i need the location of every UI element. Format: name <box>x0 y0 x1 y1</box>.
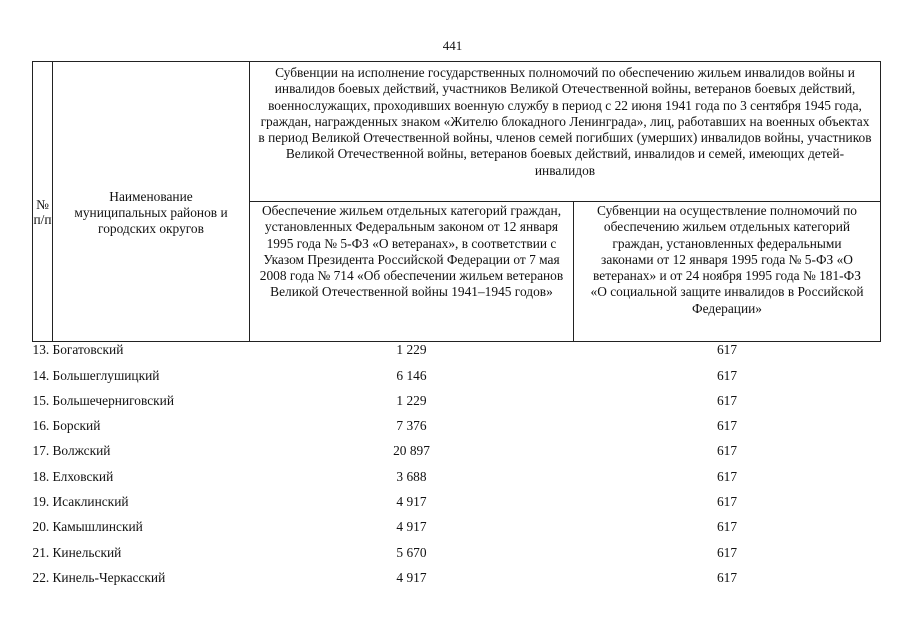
value-housing-veterans: 4 917 <box>396 569 427 585</box>
district-name: Камышлинский <box>52 519 143 535</box>
value-housing-veterans: 1 229 <box>396 342 427 357</box>
header-name <box>53 62 250 342</box>
header-col-a <box>250 202 574 342</box>
table-row <box>33 388 881 413</box>
table-row <box>33 342 881 364</box>
table-row <box>33 540 881 565</box>
value-housing-veterans: 1 229 <box>396 392 427 408</box>
header-subvention-group <box>250 62 881 202</box>
table-row <box>33 439 881 464</box>
subventions-table <box>32 61 881 591</box>
table-row <box>33 414 881 439</box>
header-col-b-label: Субвенции на осуществление полномочий по обеспечению жильем отдельных категорий граждан, установленных федеральными законами от 12 января 1995 года № 5-ФЗ «О ветеранах» и от 24 ноября 1995 года № 181-ФЗ «О социальной защите инвалидов в Российской Федерации» <box>590 203 864 316</box>
value-housing-subvention: 617 <box>716 418 738 434</box>
value-housing-subvention: 617 <box>716 468 738 484</box>
district-name: Борский <box>52 418 101 434</box>
value-housing-subvention: 617 <box>716 544 738 560</box>
value-housing-veterans: 20 897 <box>393 443 430 459</box>
value-housing-subvention: 617 <box>716 443 738 459</box>
header-subvention-group-label: Субвенции на исполнение государственных полномочий по обеспечению жильем инвалидов войны и инвалидов боевых действий, участников Великой Отечественной войны, ветеранов боевых действий, военнослужащих, проходивших военную службу в период с 22 июня 1941 года по 3 сентября 1945 года, граждан, награжденных знаком «Жителю блокадного Ленинграда», лиц, работавших на военных объектах в период Великой Отечественной войны, членов семей погибших (умерших) инвалидов войны, участников Великой Отечественной войны, ветеранов боевых действий, инвалидов и семей, имеющих детей-инвалидов <box>258 65 872 178</box>
value-housing-subvention: 617 <box>716 519 738 535</box>
value-housing-subvention: 617 <box>716 569 738 585</box>
district-name: Кинельский <box>52 544 122 560</box>
district-name: Большеглушицкий <box>52 367 160 383</box>
table-row <box>33 363 881 388</box>
table-row <box>33 464 881 489</box>
value-housing-veterans: 4 917 <box>396 493 427 509</box>
district-name: Богатовский <box>52 342 124 357</box>
header-row-top <box>33 62 881 202</box>
row-number: 20. <box>32 519 50 535</box>
row-number: 15. <box>32 392 50 408</box>
value-housing-veterans: 7 376 <box>396 418 427 434</box>
header-name-label: Наименование муниципальных районов и городских округов <box>74 188 228 236</box>
table-body <box>33 342 881 591</box>
value-housing-veterans: 3 688 <box>396 468 427 484</box>
value-housing-veterans: 4 917 <box>396 519 427 535</box>
row-number: 22. <box>32 569 50 585</box>
value-housing-subvention: 617 <box>716 367 738 383</box>
row-number: 16. <box>32 418 50 434</box>
value-housing-subvention: 617 <box>716 392 738 408</box>
value-housing-veterans: 6 146 <box>396 367 427 383</box>
value-housing-subvention: 617 <box>716 342 738 357</box>
row-number: 21. <box>32 544 50 560</box>
row-number: 18. <box>32 468 50 484</box>
value-housing-subvention: 617 <box>716 493 738 509</box>
header-num-label: № п/п <box>33 196 52 227</box>
header-num <box>33 62 53 342</box>
row-number: 17. <box>32 443 50 459</box>
table-row <box>33 489 881 514</box>
row-number: 14. <box>32 367 50 383</box>
district-name: Елховский <box>52 468 114 484</box>
district-name: Исаклинский <box>52 493 129 509</box>
header-col-a-label: Обеспечение жильем отдельных категорий граждан, установленных Федеральным законом от 12 января 1995 года № 5-ФЗ «О ветеранах», в соответствии с Указом Президента Российской Федерации от 7 мая 2008 года № 714 «Об обеспечении жильем ветеранов Великой Отечественной войны 1941–1945 годов» <box>259 203 564 300</box>
table-row <box>33 515 881 540</box>
district-name: Кинель-Черкасский <box>52 569 166 585</box>
header-col-b <box>574 202 881 342</box>
page-number: 441 <box>442 38 463 53</box>
table-row <box>33 565 881 590</box>
value-housing-veterans: 5 670 <box>396 544 427 560</box>
row-number: 13. <box>32 342 50 357</box>
district-name: Большечерниговский <box>52 392 175 408</box>
district-name: Волжский <box>52 443 111 459</box>
row-number: 19. <box>32 493 50 509</box>
